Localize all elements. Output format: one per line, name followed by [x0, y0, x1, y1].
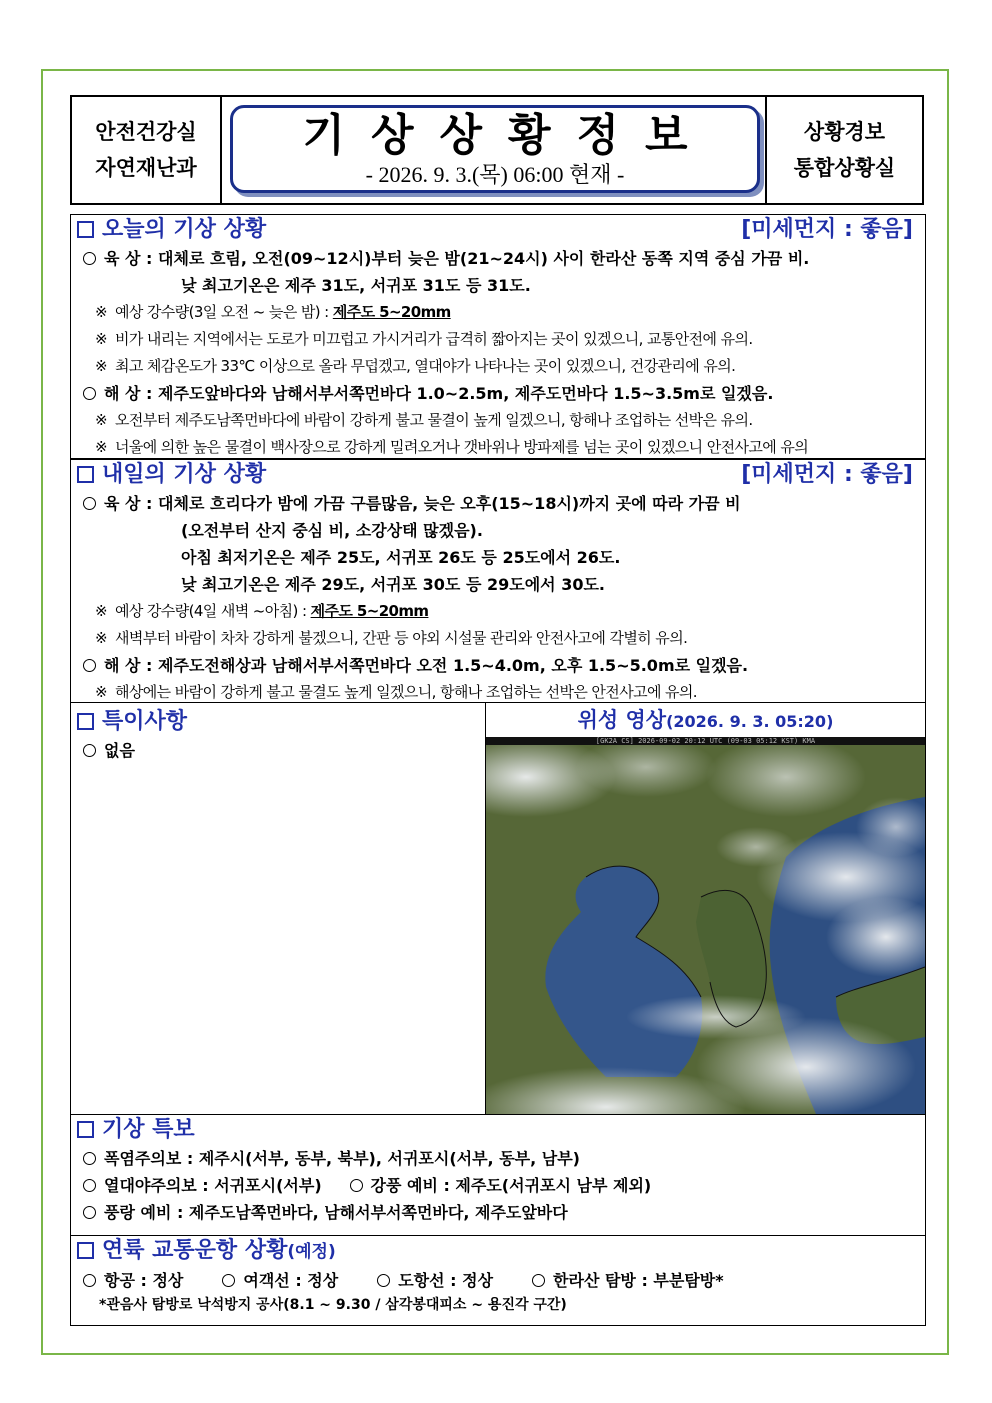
department-line2: 자연재난과	[95, 156, 197, 180]
department-box	[72, 97, 222, 203]
office-line2: 통합상황실	[793, 156, 896, 180]
traffic-title-suffix: (예정)	[287, 1242, 336, 1262]
tomorrow-heading	[71, 460, 925, 490]
tomorrow-title: 내일의 기상 상황	[102, 462, 267, 487]
asterisk-icon: ※	[95, 411, 107, 429]
today-land-text1: 대체로 흐림, 오전(09~12시)부터 늦은 밤(21~24시) 사이 한라산 동쪽 지역 중심 가끔 비.	[158, 249, 810, 268]
today-sea-text: 제주도앞바다와 남해서부서쪽먼바다 1.0~2.5m, 제주도먼바다 1.5~3.5m로 일겠음.	[158, 384, 774, 403]
warnings-line1-text: 폭염주의보 : 제주시(서부, 동부, 북부), 서귀포시(서부, 동부, 남부)	[104, 1149, 580, 1168]
title-frame	[230, 105, 760, 193]
warnings-line3	[71, 1199, 925, 1226]
tomorrow-land-line4: 낮 최고기온은 제주 29도, 서귀포 30도 등 29도에서 30도.	[181, 575, 605, 594]
satellite-caption: [GK2A CS] 2026-09-02 20:12 UTC (09-03 05:12 KST) KMA	[486, 737, 925, 745]
circle-bullet-icon	[350, 1179, 363, 1192]
tomorrow-rain-line	[71, 598, 925, 625]
tomorrow-sea-label: 해 상 :	[104, 656, 153, 675]
circle-bullet-icon	[83, 497, 96, 510]
circle-bullet-icon	[83, 1274, 96, 1287]
today-land-label: 육 상 :	[104, 249, 153, 268]
special-title: 특이사항	[102, 709, 188, 734]
tomorrow-sea-note1-text: 해상에는 바람이 강하게 불고 물결도 높게 일겠으니, 항해나 조업하는 선박은 안전사고에 유의.	[114, 683, 697, 701]
asterisk-icon: ※	[95, 438, 107, 456]
tomorrow-land-line2: (오전부터 산지 중심 비, 소강상태 많겠음).	[181, 521, 483, 540]
report-date: - 2026. 9. 3.(목) 06:00 현재 -	[365, 162, 625, 187]
traffic-island-ferry: 도항선 : 정상	[398, 1271, 494, 1290]
warnings-title: 기상 특보	[102, 1117, 195, 1142]
warnings-line2b-text: 강풍 예비 : 제주도(서귀포시 남부 제외)	[370, 1176, 652, 1195]
tomorrow-note1-text: 새벽부터 바람이 차차 강하게 불겠으니, 간판 등 야외 시설물 관리와 안전사고에 각별히 유의.	[114, 629, 688, 647]
today-land-line1	[71, 245, 925, 272]
asterisk-icon: ※	[95, 303, 107, 321]
tomorrow-dust-status: [미세먼지 : 좋음]	[741, 462, 913, 487]
today-sea-note1-text: 오전부터 제주도남쪽먼바다에 바람이 강하게 불고 물결이 높게 일겠으니, 항해나 조업하는 선박은 유의.	[114, 411, 753, 429]
circle-bullet-icon	[377, 1274, 390, 1287]
traffic-section	[70, 1236, 926, 1326]
tomorrow-rain-value: 제주도 5~20mm	[310, 602, 429, 620]
circle-bullet-icon	[532, 1274, 545, 1287]
checkbox-icon	[77, 1121, 94, 1138]
checkbox-icon	[77, 1242, 94, 1259]
satellite-image	[486, 737, 925, 1114]
special-section	[70, 703, 486, 1115]
today-section	[70, 214, 926, 459]
checkbox-icon	[77, 221, 94, 238]
today-note2-text: 최고 체감온도가 33℃ 이상으로 올라 무덥겠고, 열대야가 나타나는 곳이 있겠으니, 건강관리에 유의.	[114, 357, 736, 375]
asterisk-icon: ※	[95, 629, 107, 647]
department-line1: 안전건강실	[95, 120, 197, 144]
tomorrow-rain-label: 예상 강수량(4일 새벽 ~아침) :	[114, 602, 307, 620]
warnings-line2a-text: 열대야주의보 : 서귀포시(서부)	[104, 1176, 322, 1195]
today-sea-note2-text: 너울에 의한 높은 물결이 백사장으로 강하게 밀려오거나 갯바위나 방파제를 넘는 곳이 있겠으니 안전사고에 유의	[114, 438, 809, 456]
satellite-title: 위성 영상	[577, 708, 667, 732]
circle-bullet-icon	[83, 659, 96, 672]
today-heading	[71, 215, 925, 245]
traffic-title: 연륙 교통운항 상황	[102, 1238, 288, 1263]
warnings-line3-text: 풍랑 예비 : 제주도남쪽먼바다, 남해서부서쪽먼바다, 제주도앞바다	[104, 1203, 568, 1222]
circle-bullet-icon	[83, 1152, 96, 1165]
satellite-map-graphic	[486, 737, 925, 1114]
traffic-air: 항공 : 정상	[104, 1271, 184, 1290]
special-heading	[71, 707, 485, 737]
asterisk-icon: ※	[95, 357, 107, 375]
asterisk-icon: ※	[95, 602, 107, 620]
asterisk-icon: ※	[95, 683, 107, 701]
special-item-text: 없음	[104, 741, 135, 760]
warnings-section	[70, 1115, 926, 1236]
tomorrow-sea-note1	[71, 679, 925, 706]
tomorrow-section	[70, 459, 926, 703]
report-header	[70, 95, 924, 205]
today-sea-line	[71, 380, 925, 407]
today-note2	[71, 353, 925, 380]
tomorrow-land-line3: 아침 최저기온은 제주 25도, 서귀포 26도 등 25도에서 26도.	[181, 548, 621, 567]
tomorrow-note1	[71, 625, 925, 652]
traffic-heading	[71, 1236, 925, 1267]
circle-bullet-icon	[83, 1206, 96, 1219]
warnings-heading	[71, 1115, 925, 1145]
checkbox-icon	[77, 466, 94, 483]
circle-bullet-icon	[83, 1179, 96, 1192]
tomorrow-sea-text: 제주도전해상과 남해서부서쪽먼바다 오전 1.5~4.0m, 오후 1.5~5.0m로 일겠음.	[158, 656, 749, 675]
special-item	[71, 737, 485, 764]
circle-bullet-icon	[222, 1274, 235, 1287]
checkbox-icon	[77, 713, 94, 730]
warnings-line1	[71, 1145, 925, 1172]
asterisk-icon: ※	[95, 330, 107, 348]
traffic-status-line	[71, 1267, 925, 1294]
circle-bullet-icon	[83, 252, 96, 265]
tomorrow-land-label: 육 상 :	[104, 494, 153, 513]
tomorrow-land-line1	[71, 490, 925, 517]
traffic-hallasan: 한라산 탐방 : 부분탐방*	[553, 1271, 724, 1290]
today-sea-label: 해 상 :	[104, 384, 153, 403]
today-title: 오늘의 기상 상황	[102, 217, 267, 242]
today-rain-value: 제주도 5~20mm	[332, 303, 451, 321]
warnings-line2	[71, 1172, 925, 1199]
satellite-timestamp: (2026. 9. 3. 05:20)	[666, 712, 834, 731]
today-note1	[71, 326, 925, 353]
satellite-section	[486, 703, 926, 1115]
office-box	[765, 97, 922, 203]
today-rain-label: 예상 강수량(3일 오전 ~ 늦은 밤) :	[114, 303, 329, 321]
office-line1: 상황경보	[803, 120, 886, 144]
today-sea-note2	[71, 434, 925, 461]
today-rain-line	[71, 299, 925, 326]
circle-bullet-icon	[83, 744, 96, 757]
report-title: 기상상황정보	[302, 110, 714, 161]
today-sea-note1	[71, 407, 925, 434]
circle-bullet-icon	[83, 387, 96, 400]
today-dust-status: [미세먼지 : 좋음]	[741, 217, 913, 242]
traffic-footnote: *관음사 탐방로 낙석방지 공사(8.1 ~ 9.30 / 삼각봉대피소 ~ 용진각 구간)	[99, 1297, 567, 1313]
today-note1-text: 비가 내리는 지역에서는 도로가 미끄럽고 가시거리가 급격히 짧아지는 곳이 있겠으니, 교통안전에 유의.	[114, 330, 753, 348]
tomorrow-sea-line	[71, 652, 925, 679]
traffic-ferry: 여객선 : 정상	[243, 1271, 339, 1290]
today-land-line2: 낮 최고기온은 제주 31도, 서귀포 31도 등 31도.	[181, 276, 531, 295]
satellite-heading	[486, 703, 925, 739]
tomorrow-land-text1: 대체로 흐리다가 밤에 가끔 구름많음, 늦은 오후(15~18시)까지 곳에 따라 가끔 비	[158, 494, 741, 513]
